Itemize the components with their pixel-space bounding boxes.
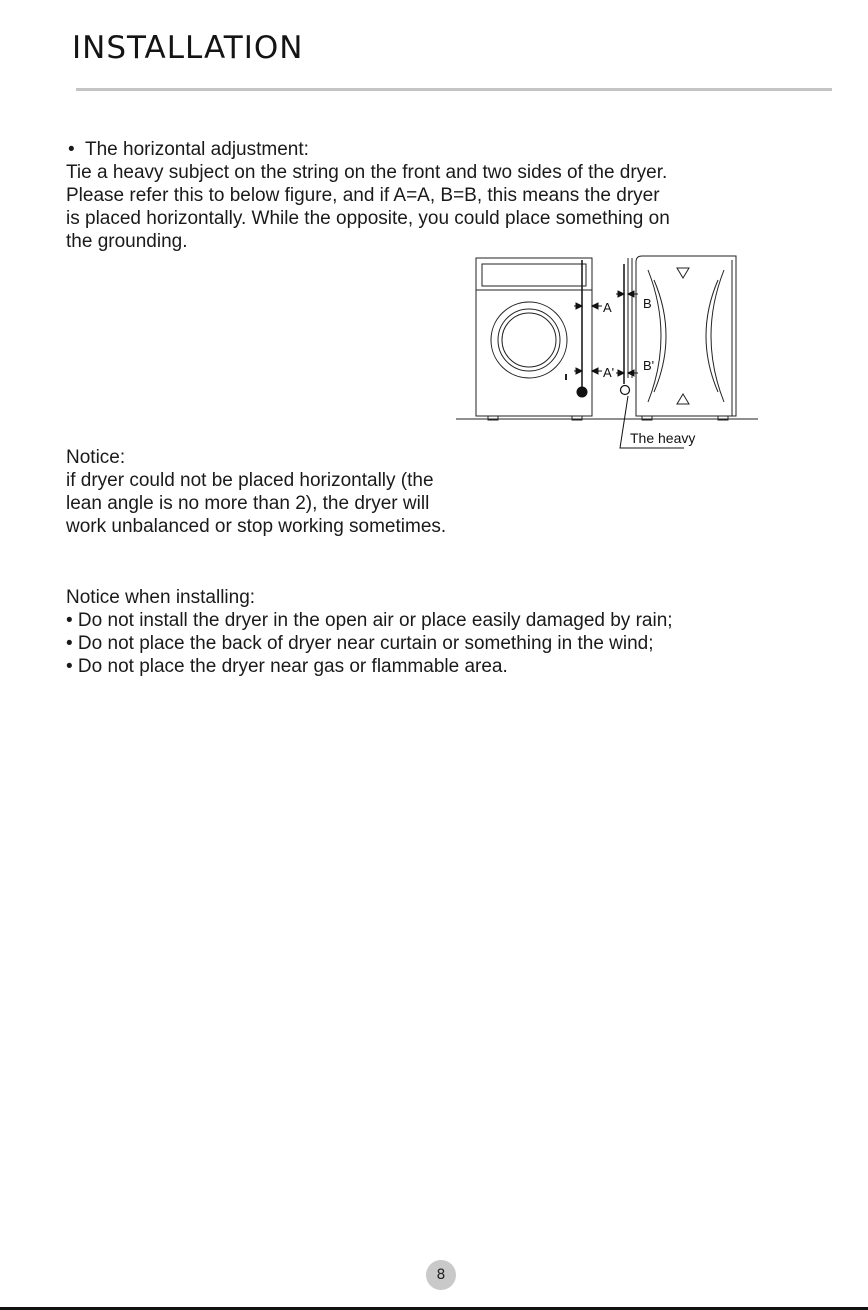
plumb-weight-front bbox=[577, 387, 588, 398]
dryer-side-view bbox=[628, 256, 736, 420]
paragraph-line: Tie a heavy subject on the string on the front and two sides of the dryer. bbox=[66, 162, 668, 183]
weight-caption: The heavy bbox=[630, 430, 696, 446]
measure-b bbox=[616, 291, 638, 376]
heading-text: The horizontal adjustment: bbox=[85, 139, 309, 160]
label-a-prime: A' bbox=[603, 365, 615, 380]
install-notice-item: • Do not place the dryer near gas or flammable area. bbox=[66, 656, 508, 677]
install-notice-item: • Do not install the dryer in the open air or place easily damaged by rain; bbox=[66, 610, 673, 631]
paragraph-line: Please refer this to below figure, and if A=A, B=B, this means the dryer bbox=[66, 185, 660, 206]
notice-section bbox=[66, 446, 446, 538]
horizontal-adjustment-section bbox=[66, 138, 670, 253]
title-divider bbox=[76, 88, 832, 91]
install-notice-heading: Notice when installing: bbox=[66, 587, 256, 608]
bullet-icon: • bbox=[68, 139, 75, 160]
notice-line: if dryer could not be placed horizontally (the bbox=[66, 470, 434, 491]
plumb-weight-side bbox=[621, 386, 630, 395]
notice-heading: Notice: bbox=[66, 447, 126, 468]
paragraph-line: the grounding. bbox=[66, 231, 188, 252]
install-notice-section bbox=[66, 586, 673, 678]
page-number-badge: 8 bbox=[426, 1260, 456, 1290]
page-title: INSTALLATION bbox=[72, 30, 304, 66]
section-heading bbox=[66, 138, 670, 161]
label-b: B bbox=[643, 296, 652, 311]
paragraph-line: is placed horizontally. While the opposite, you could place something on bbox=[66, 208, 670, 229]
label-a: A bbox=[603, 300, 612, 315]
measure-a bbox=[574, 303, 602, 374]
dryer-front-view bbox=[476, 258, 592, 420]
install-notice-item: • Do not place the back of dryer near curtain or something in the wind; bbox=[66, 633, 654, 654]
dryer-level-diagram bbox=[452, 250, 762, 455]
notice-line: work unbalanced or stop working sometimes. bbox=[66, 516, 447, 537]
notice-line: lean angle is no more than 2), the dryer will bbox=[66, 493, 430, 514]
label-b-prime: B' bbox=[643, 358, 655, 373]
